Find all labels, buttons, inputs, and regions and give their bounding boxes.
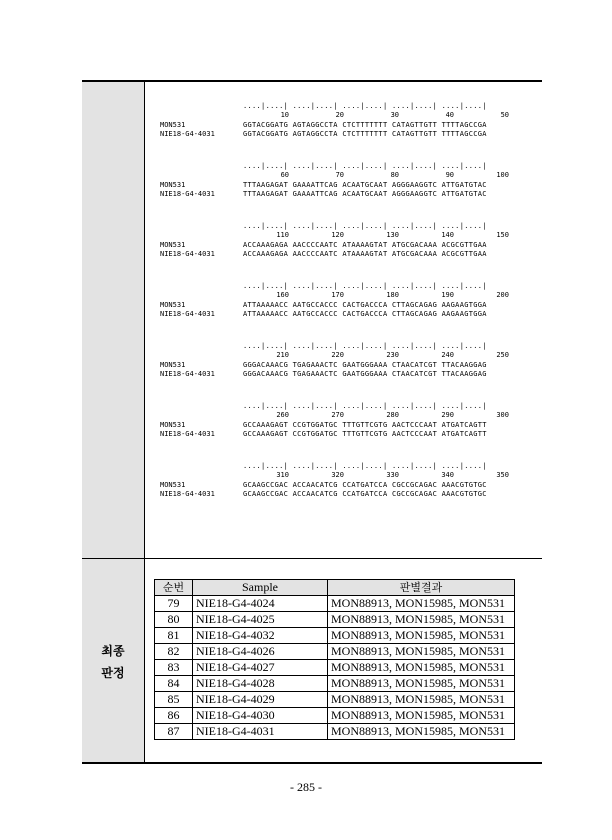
sequence-text: TTTAAGAGAT GAAAATTCAG ACAATGCAAT AGGGAAGGTC ATTGATGTAC [243, 190, 487, 198]
table-row [155, 612, 515, 628]
sequence-text: GGGACAAACG TGAGAAACTC GAATGGGAAA CTAACATCGT TTACAAGGAG [243, 361, 487, 369]
ruler-ticks [243, 111, 519, 120]
sequence-text: ACCAAAGAGA AACCCCAATC ATAAAAGTAT ATGCGACAAA ACGCGTTGAA [243, 250, 487, 258]
row-number: 80 [155, 612, 193, 628]
sample-id: NIE18-G4-4026 [193, 644, 328, 660]
alignment-block [160, 282, 540, 342]
sequence-text: ATTAAAAACC AATGCCACCC CACTGACCCA CTTAGCAGAG AAGAAGTGGA [243, 301, 487, 309]
ruler-tick-label: 310 [276, 471, 289, 479]
alignment-ruler: ....|....| ....|....| ....|....| ....|....| ....|....| [243, 162, 487, 170]
judgment-result: MON88913, MON15985, MON531 [328, 628, 515, 644]
table-row [155, 644, 515, 660]
sequence-name: NIE18-G4-4031 [160, 490, 215, 498]
ruler-ticks [243, 291, 519, 300]
ruler-tick-label: 230 [386, 351, 399, 359]
results-header-row [155, 580, 515, 596]
ruler-tick-label: 270 [331, 411, 344, 419]
ruler-tick-label: 120 [331, 231, 344, 239]
sequence-text: GCCAAAGAGT CCGTGGATGC TTTGTTCGTG AACTCCCAAT ATGATCAGTT [243, 430, 487, 438]
ruler-ticks [243, 171, 519, 180]
ruler-tick-label: 90 [445, 171, 454, 179]
ruler-tick-label: 180 [386, 291, 399, 299]
sequence-name: NIE18-G4-4031 [160, 430, 215, 438]
alignment-block [160, 402, 540, 462]
sample-id: NIE18-G4-4032 [193, 628, 328, 644]
ruler-tick-label: 330 [386, 471, 399, 479]
sample-id: NIE18-G4-4027 [193, 660, 328, 676]
ruler-tick-label: 220 [331, 351, 344, 359]
row-number: 86 [155, 708, 193, 724]
row-number: 85 [155, 692, 193, 708]
judgment-result: MON88913, MON15985, MON531 [328, 692, 515, 708]
sample-id: NIE18-G4-4025 [193, 612, 328, 628]
judgment-result: MON88913, MON15985, MON531 [328, 596, 515, 612]
page-number: - 285 - [290, 780, 322, 794]
ruler-tick-label: 70 [335, 171, 344, 179]
row-number: 83 [155, 660, 193, 676]
ruler-tick-label: 190 [441, 291, 454, 299]
ruler-tick-label: 320 [331, 471, 344, 479]
table-row [155, 676, 515, 692]
sequence-name: MON531 [160, 481, 186, 489]
ruler-tick-label: 10 [280, 111, 289, 119]
row-number: 84 [155, 676, 193, 692]
alignment-ruler: ....|....| ....|....| ....|....| ....|....| ....|....| [243, 402, 487, 410]
results-table [154, 579, 515, 740]
sequence-alignment [160, 102, 540, 522]
judgment-result: MON88913, MON15985, MON531 [328, 660, 515, 676]
header-no: 순번 [155, 580, 193, 596]
alignment-block [160, 342, 540, 402]
table-row [155, 596, 515, 612]
ruler-tick-label: 200 [496, 291, 509, 299]
header-sample: Sample [193, 580, 328, 596]
alignment-block [160, 102, 540, 162]
row-number: 87 [155, 724, 193, 740]
results-body [155, 596, 515, 740]
table-row [155, 628, 515, 644]
ruler-tick-label: 170 [331, 291, 344, 299]
side-label-line-1: 최종 [101, 644, 125, 658]
ruler-tick-label: 160 [276, 291, 289, 299]
ruler-tick-label: 140 [441, 231, 454, 239]
table-row [155, 724, 515, 740]
judgment-result: MON88913, MON15985, MON531 [328, 612, 515, 628]
sequence-name: NIE18-G4-4031 [160, 250, 215, 258]
sequence-name: MON531 [160, 181, 186, 189]
sequence-text: GCCAAAGAGT CCGTGGATGC TTTGTTCGTG AACTCCCAAT ATGATCAGTT [243, 421, 487, 429]
sequence-text: GCAAGCCGAC ACCAACATCG CCATGATCCA CGCCGCAGAC AAACGTGTGC [243, 490, 487, 498]
row-number: 82 [155, 644, 193, 660]
ruler-tick-label: 150 [496, 231, 509, 239]
ruler-tick-label: 300 [496, 411, 509, 419]
sample-id: NIE18-G4-4024 [193, 596, 328, 612]
sequence-name: MON531 [160, 301, 186, 309]
ruler-tick-label: 340 [441, 471, 454, 479]
ruler-tick-label: 350 [496, 471, 509, 479]
ruler-ticks [243, 471, 519, 480]
ruler-ticks [243, 411, 519, 420]
judgment-result: MON88913, MON15985, MON531 [328, 644, 515, 660]
row-divider [82, 558, 542, 559]
sequence-name: NIE18-G4-4031 [160, 310, 215, 318]
alignment-ruler: ....|....| ....|....| ....|....| ....|....| ....|....| [243, 342, 487, 350]
ruler-tick-label: 130 [386, 231, 399, 239]
header-result: 판별결과 [328, 580, 515, 596]
sample-id: NIE18-G4-4028 [193, 676, 328, 692]
ruler-tick-label: 250 [496, 351, 509, 359]
sample-id: NIE18-G4-4031 [193, 724, 328, 740]
ruler-tick-label: 60 [280, 171, 289, 179]
alignment-ruler: ....|....| ....|....| ....|....| ....|....| ....|....| [243, 222, 487, 230]
sequence-text: GCAAGCCGAC ACCAACATCG CCATGATCCA CGCCGCAGAC AAACGTGTGC [243, 481, 487, 489]
row-number: 79 [155, 596, 193, 612]
ruler-tick-label: 30 [390, 111, 399, 119]
row-number: 81 [155, 628, 193, 644]
alignment-block [160, 162, 540, 222]
alignment-ruler: ....|....| ....|....| ....|....| ....|....| ....|....| [243, 102, 487, 110]
sequence-text: ACCAAAGAGA AACCCCAATC ATAAAAGTAT ATGCGACAAA ACGCGTTGAA [243, 241, 487, 249]
sequence-text: ATTAAAAACC AATGCCACCC CACTGACCCA CTTAGCAGAG AAGAAGTGGA [243, 310, 487, 318]
sequence-name: MON531 [160, 241, 186, 249]
report-frame [82, 80, 542, 764]
table-row [155, 692, 515, 708]
table-row [155, 660, 515, 676]
sample-id: NIE18-G4-4030 [193, 708, 328, 724]
alignment-block [160, 462, 540, 522]
ruler-tick-label: 100 [496, 171, 509, 179]
ruler-tick-label: 260 [276, 411, 289, 419]
sequence-name: MON531 [160, 121, 186, 129]
sequence-name: NIE18-G4-4031 [160, 370, 215, 378]
judgment-result: MON88913, MON15985, MON531 [328, 676, 515, 692]
sample-id: NIE18-G4-4029 [193, 692, 328, 708]
sequence-name: NIE18-G4-4031 [160, 190, 215, 198]
table-row [155, 708, 515, 724]
side-label-line-2: 판정 [101, 666, 125, 680]
ruler-tick-label: 290 [441, 411, 454, 419]
ruler-tick-label: 210 [276, 351, 289, 359]
sequence-text: TTTAAGAGAT GAAAATTCAG ACAATGCAAT AGGGAAGGTC ATTGATGTAC [243, 181, 487, 189]
ruler-tick-label: 80 [390, 171, 399, 179]
ruler-tick-label: 110 [276, 231, 289, 239]
ruler-tick-label: 20 [335, 111, 344, 119]
sequence-text: GGTACGGATG AGTAGGCCTA CTCTTTTTTT CATAGTTGTT TTTTAGCCGA [243, 130, 487, 138]
ruler-ticks [243, 351, 519, 360]
sequence-name: MON531 [160, 421, 186, 429]
ruler-tick-label: 40 [445, 111, 454, 119]
ruler-tick-label: 240 [441, 351, 454, 359]
alignment-ruler: ....|....| ....|....| ....|....| ....|....| ....|....| [243, 462, 487, 470]
ruler-ticks [243, 231, 519, 240]
alignment-ruler: ....|....| ....|....| ....|....| ....|....| ....|....| [243, 282, 487, 290]
sequence-text: GGTACGGATG AGTAGGCCTA CTCTTTTTTT CATAGTTGTT TTTTAGCCGA [243, 121, 487, 129]
alignment-block [160, 222, 540, 282]
judgment-result: MON88913, MON15985, MON531 [328, 724, 515, 740]
ruler-tick-label: 50 [500, 111, 509, 119]
judgment-result: MON88913, MON15985, MON531 [328, 708, 515, 724]
sequence-name: MON531 [160, 361, 186, 369]
final-judgment-label [82, 640, 144, 684]
sequence-text: GGGACAAACG TGAGAAACTC GAATGGGAAA CTAACATCGT TTACAAGGAG [243, 370, 487, 378]
sequence-name: NIE18-G4-4031 [160, 130, 215, 138]
ruler-tick-label: 280 [386, 411, 399, 419]
